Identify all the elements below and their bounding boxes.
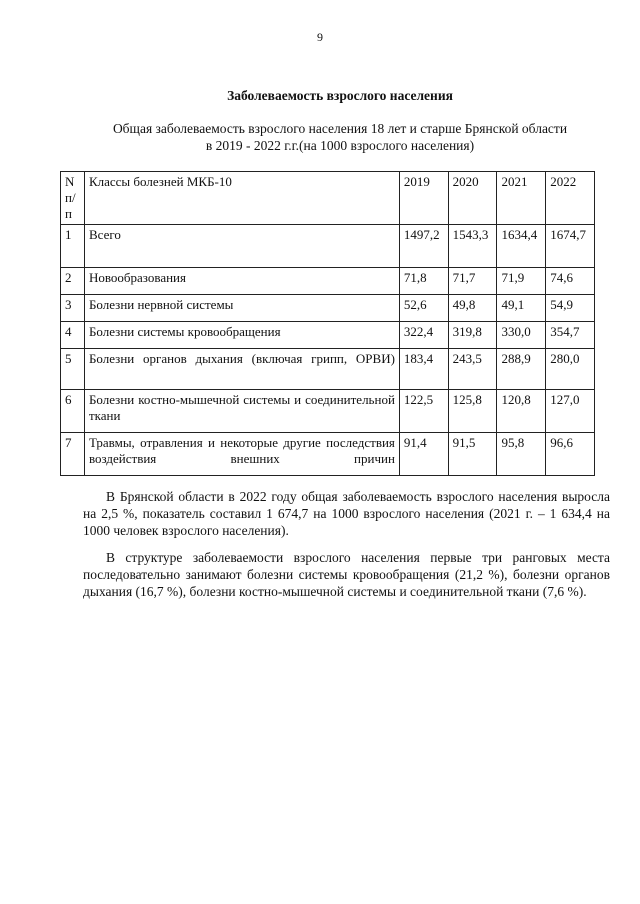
value-2020: 49,8 [448,295,497,322]
value-2022: 280,0 [546,349,595,390]
table-row [61,295,595,322]
value-2022: 354,7 [546,322,595,349]
value-2022: 127,0 [546,390,595,433]
value-2020: 125,8 [448,390,497,433]
header-year-2021: 2021 [497,172,546,225]
table-row [61,268,595,295]
header-number: N п/п [61,172,85,225]
row-number: 6 [61,390,85,433]
value-2020: 243,5 [448,349,497,390]
table-row [61,349,595,390]
value-2021: 330,0 [497,322,546,349]
table-header-row [61,172,595,225]
disease-class: Болезни костно-мышечной системы и соединительной ткани [84,390,399,433]
row-number: 1 [61,225,85,268]
value-2019: 52,6 [399,295,448,322]
value-2021: 49,1 [497,295,546,322]
paragraph-morbidity-growth: В Брянской области в 2022 году общая заболеваемость взрослого населения выросла на 2,5 %, показатель составил 1 674,7 на 1000 взрослого населения (2021 г. – 1 634,4 на 1000 человек взрослого населения). [83,489,610,538]
row-number: 4 [61,322,85,349]
value-2022: 74,6 [546,268,595,295]
disease-class: Травмы, отравления и некоторые другие последствия воздействия внешних причин [84,433,399,476]
value-2020: 319,8 [448,322,497,349]
disease-class: Болезни системы кровообращения [84,322,399,349]
disease-class: Болезни органов дыхания (включая грипп, ОРВИ) [84,349,399,390]
value-2019: 122,5 [399,390,448,433]
value-2020: 1543,3 [448,225,497,268]
value-2019: 91,4 [399,433,448,476]
header-year-2022: 2022 [546,172,595,225]
disease-class: Болезни нервной системы [84,295,399,322]
value-2019: 71,8 [399,268,448,295]
paragraph-morbidity-structure: В структуре заболеваемости взрослого населения первые три ранговых места последовательно занимают болезни системы кровообращения (21,2 %), болезни органов дыхания (16,7 %), болезни костно-мышечной системы и соединительной ткани (7,6 %). [83,550,610,599]
morbidity-table [60,171,595,476]
row-number: 2 [61,268,85,295]
section-title: Заболеваемость взрослого населения [227,88,453,103]
value-2019: 322,4 [399,322,448,349]
value-2021: 288,9 [497,349,546,390]
table-row [61,433,595,476]
row-number: 7 [61,433,85,476]
table-row [61,322,595,349]
value-2022: 54,9 [546,295,595,322]
row-number: 3 [61,295,85,322]
table-row [61,225,595,268]
value-2020: 71,7 [448,268,497,295]
disease-class: Новообразования [84,268,399,295]
value-2019: 1497,2 [399,225,448,268]
table-caption [40,120,640,154]
header-year-2020: 2020 [448,172,497,225]
table-caption-line-1: Общая заболеваемость взрослого населения 18 лет и старше Брянской области [112,121,568,136]
value-2021: 120,8 [497,390,546,433]
body-text [83,488,610,610]
disease-class: Всего [84,225,399,268]
value-2022: 96,6 [546,433,595,476]
value-2022: 1674,7 [546,225,595,268]
value-2021: 1634,4 [497,225,546,268]
value-2019: 183,4 [399,349,448,390]
table-row [61,390,595,433]
page-number: 9 [317,30,323,44]
value-2020: 91,5 [448,433,497,476]
value-2021: 71,9 [497,268,546,295]
value-2021: 95,8 [497,433,546,476]
row-number: 5 [61,349,85,390]
header-year-2019: 2019 [399,172,448,225]
header-disease-class: Классы болезней МКБ-10 [84,172,399,225]
table-caption-line-2: в 2019 - 2022 г.г.(на 1000 взрослого населения) [205,138,475,153]
